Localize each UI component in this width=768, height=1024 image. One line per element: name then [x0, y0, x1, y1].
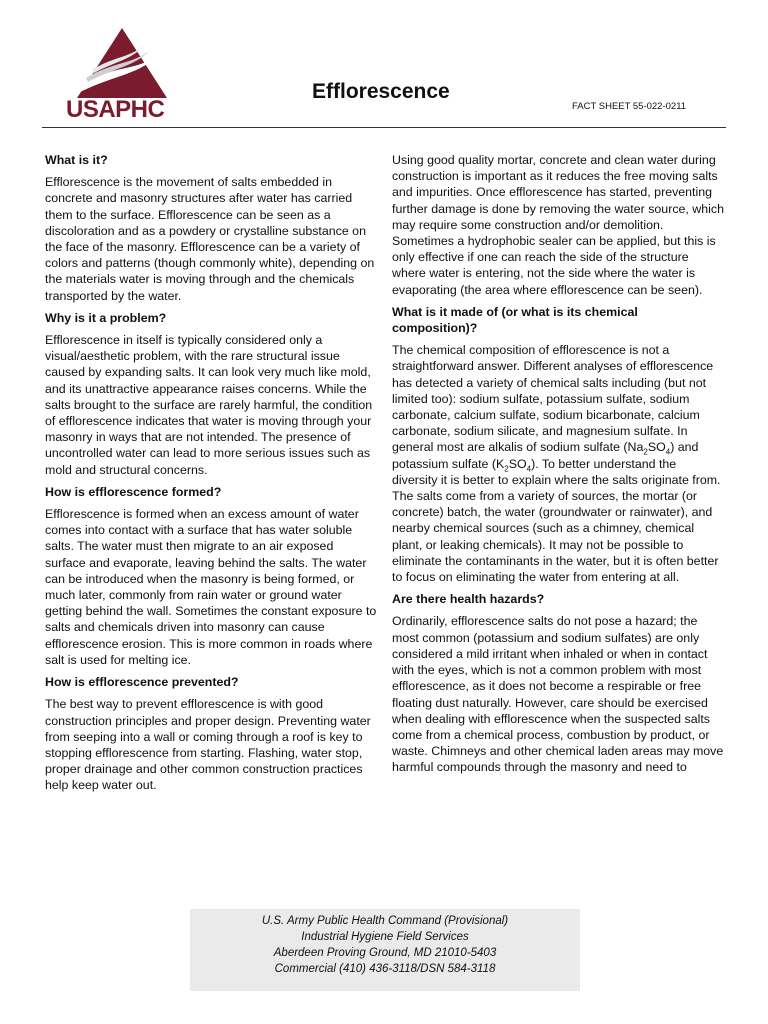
page-title: Efflorescence [312, 80, 450, 103]
section-paragraph-composition [392, 342, 724, 585]
footer-line: Aberdeen Proving Ground, MD 21010-5403 [273, 947, 497, 959]
section-paragraph: Using good quality mortar, concrete and clean water during construction is important as it reduces the free moving salts and impurities. Once efflorescence has started, preventing further damage is done by removing the water source, which may require some construction and/or demolition. Sometimes a hydrophobic sealer can be applied, but this is only effective if one can reach the side of the structure where water is entering, not the side where the water is evaporating (the area where efflorescence can be seen). [392, 153, 724, 297]
left-column [45, 152, 377, 800]
section-paragraph: Efflorescence is formed when an excess amount of water comes into contact with a surface that has water soluble salts. The water must then migrate to an air exposed surface and evaporate, leaving behind the salts. The water can be introduced when the masonry is being formed, or much later, commonly from rain water or ground water getting behind the wall. Sometimes the constant exposure to salts and chemicals driven into masonry can cause efflorescence erosion. This is more common in roads where salt is used for melting ice. [45, 507, 377, 667]
section-heading: How is efflorescence prevented? [45, 675, 239, 690]
section-heading: How is efflorescence formed? [45, 484, 222, 499]
subscript: 4 [526, 464, 532, 474]
footer-line: Industrial Hygiene Field Services [301, 931, 469, 943]
text-run: SO [508, 456, 527, 471]
section-paragraph: The best way to prevent efflorescence is with good construction principles and proper design. Preventing water from seeping into a wall or coming through a roof is key to stopping efflorescence from starting. Flashing, water stop, proper drainage and other common construction practices help keep water out. [45, 697, 371, 793]
section-heading: Are there health hazards? [392, 592, 545, 607]
right-column [392, 152, 724, 782]
subscript: 2 [643, 447, 648, 457]
footer-line: U.S. Army Public Health Command (Provisional) [261, 915, 509, 927]
footer-contact-box [190, 909, 580, 991]
text-run: ). To better understand the diversity it is better to explain where the salts originate from. The salts come from a variety of sources, the mortar (or concrete) batch, the water (groundwater or rainwater), and nearby chemical sources (such as a chimney, chemical plant, or leaking chemicals). It may not be possible to eliminate the contaminants in the water, but it is often better to focus on eliminating the water from entering at all. [392, 456, 721, 585]
section-paragraph: Efflorescence is the movement of salts embedded in concrete and masonry structures after water has carried them to the surface. Efflorescence can be seen as a discoloration and as a powdery or crystalline substance on the face of the masonry. Efflorescence can be a variety of colors and patterns (though commonly white), depending on the materials water is moving through and the chemicals transported by the water. [45, 175, 375, 303]
section-paragraph: Efflorescence in itself is typically considered only a visual/aesthetic problem, with the rare structural issue caused by expanding salts. It can look very much like mold, and its unattractive appearance raises concerns. While the salts brought to the surface are rarely harmful, the condition of efflorescence indicates that water is moving through your masonry in ways that are not intended. The presence of uncontrolled water can lead to more serious issues such as mold and structural concerns. [45, 333, 373, 477]
section-heading: What is it made of (or what is its chemical composition)? [392, 304, 638, 336]
subscript: 4 [665, 447, 671, 457]
text-run: ) and potassium sulfate (K [392, 440, 699, 471]
section-heading: What is it? [45, 153, 108, 167]
subscript: 2 [504, 464, 509, 474]
text-run: The chemical composition of efflorescence is not a straightforward answer. Different analyses of efflorescence has detected a variety of chemical salts including (but not limited too): sodium sulfate, potassium sulfate, sodium carbonate, calcium sulfate, sodium bicarbonate, calcium carbonate, sodium silicate, and magnesium sulfate. In general most are alkalis of sodium sulfate (Na [392, 343, 714, 455]
header-divider [42, 127, 726, 128]
section-heading: Why is it a problem? [45, 310, 167, 325]
footer-line: Commercial (410) 436-3118/DSN 584-3118 [274, 963, 496, 975]
text-run: SO [647, 440, 666, 455]
logo-text: USAPHC [66, 96, 165, 123]
fact-sheet-number: FACT SHEET 55-022-0211 [572, 101, 687, 112]
section-paragraph: Ordinarily, efflorescence salts do not pose a hazard; the most common (potassium and sodium sulfates) are only considered a mild irritant when inhaled or when in contact with the eyes, which is not a common problem with most efflorescence, as it does not become a respirable or free floating dust naturally. However, care should be exercised when dealing with efflorescence when the suspected salts come from a chemical process, combustion by product, or waste. Chimneys and other chemical laden areas may move harmful compounds through the masonry and need to [392, 614, 724, 775]
